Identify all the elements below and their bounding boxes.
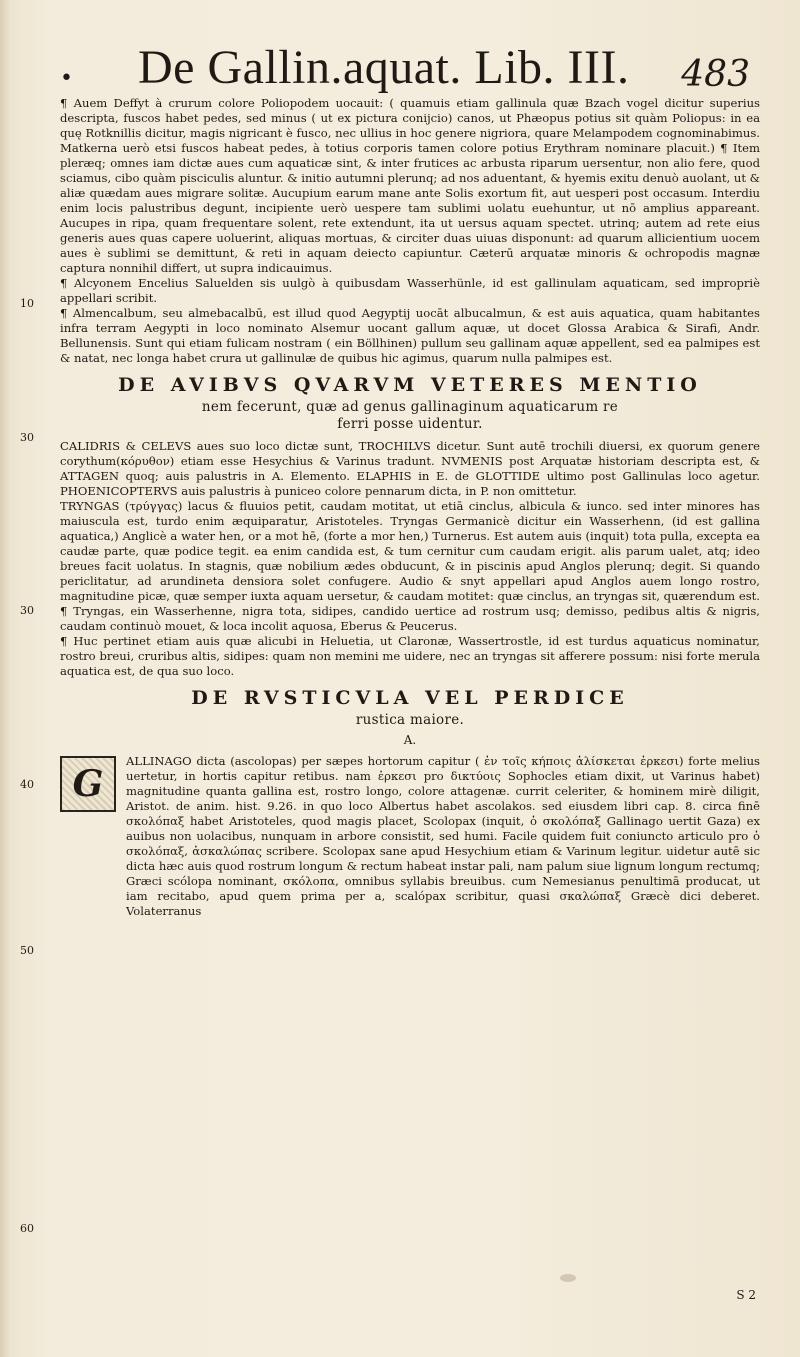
line-number: 30 — [20, 431, 34, 444]
gutter-shadow — [0, 0, 10, 1357]
paragraph: ALLINAGO dicta (ascolopas) per sæpes hortorum capitur ( ἐν τοῖς κήποις ἁλίσκεται ἐρκεσι) forte melius uertetur, in hortis capitur retibus. nam ἐρκεσι pro δικτύοις Sophocles etiam dixit, ut Varinus habet) magnitudine quanta gallina est, rostro longo, colore attagenæ. currit celeriter, & hominem mirè diligit, Aristot. de anim. hist. 9.26. in quo loco Albertus habet ascolakos. sed eiusdem libri cap. 8. circa finē σκολόπαξ habet Aristoteles, quod magis placet, Scolopax (inquit, ὁ σκολόπαξ Gallinago uertit Gaza) ex auibus non uolacibus, nunquam in arbore consistit, sed humi. Facile quidem fuit coniuncto articulo pro ὁ σκολόπαξ, ἀσκαλώπας scribere. Scolopax sane apud Hesychium etiam & Varinum legitur. uidetur autē sic dicta hæc auis quod rostrum longum & rectum habeat instar pali, nam palum siue lignum longum rectumq; Græci scólopa nominant, σκόλοπα, omnibus syllabis breuibus. cum Nemesianus penultimā producat, ut iam recitabo, apud quem prima per a, scalópax scribitur, quasi σκαλώπαξ Græcè dici deberet. Volaterranus — [126, 754, 760, 918]
paragraph: ¶ Auem Deffyt à crurum colore Poliopodem uocauit: ( quamuis etiam gallinula quæ Bzach vogel dicitur superius descripta, fuscos habet pedes, sed minus ( ut ex pictura conijcio) canos, ut Phæopus potius sit quàm Poliopus: in ea quę Rotknillis dicitur, magis nigricant è fusco, nec ullius in hoc genere nigriora, quare Melampodem cognominabimus. Matkerna uerò etsi fuscos habeat pedes, à totius corporis tamen colore potius Erythram nominare placuit.) ¶ Item pleræq; omnes iam dictæ aues cum aquaticæ sint, & inter frutices ac arbusta riparum uersentur, non alio fere, quod sciamus, cibo quàm pisciculis aluntur. & initio autumni plerunq; ad nos aduentant, & hyemis exitu denuò auolant, ut & aliæ quædam aues migrare solitæ. Aucupium earum mane ante Solis exortum fit, aut uesperi post occasum. Interdiu enim locis palustribus degunt, incipiente uerò uespere tam sublimi uolatu euehuntur, ut nō amplius appareant. Aucupes in ripa, quam frequentare solent, rete extendunt, ita ut uersus aquam spectet. utrinq; autem ad rete eius generis aues quas capere uoluerint, aliquas mortuas, & circiter duas uiuas disponunt: ad quarum allicientium uocem aues è sublimi se demittunt, & reti in aquam deiecto capiuntur. Cæterū arquatæ minoris & ochropodis magnæ captura nonnihil differt, ut supra indicauimus. — [60, 96, 760, 275]
line-number: 50 — [20, 944, 34, 957]
decorated-initial — [60, 756, 116, 812]
section-subheading: nem fecerunt, quæ ad genus gallinaginum aquaticarum re — [201, 399, 619, 415]
section-label: A. — [403, 733, 417, 747]
paragraph: CALIDRIS & CELEVS aues suo loco dictæ sunt, TROCHILVS dicetur. Sunt autē trochili diuersi, ex quorum genere corythum(κόρυθον) etiam esse Hesychius & Varinus tradunt. NVMENIS post Arquatæ historiam descripta est, & ATTAGEN quoq; auis palustris in A. Elemento. ELAPHIS in E. de GLOTTIDE ultimo post Gallinulas loco agetur. PHOENICOPTERVS auis palustris à puniceo colore pennarum dicta, in P. non omittetur. — [60, 439, 760, 498]
section-subheading: rustica maiore. — [355, 712, 465, 728]
section-heading: DE RVSTICVLA VEL PERDICE — [191, 687, 629, 709]
paragraph: TRYNGAS (τρύγγας) lacus & fluuios petit, caudam motitat, ut etiā cinclus, albicula & iunco. sed inter minores has maiuscula est, turdo enim æquiparatur, Aristoteles. Tryngas Germanicè dicitur ein Wasserhenn, (id est gallina aquatica,) Anglicè a water hen, or a mot hē, (forte a mor hen,) Turnerus. Est autem auis (inquit) tota pulla, excepta ea caudæ parte, quæ podice tegit. ea enim candida est, & tum cernitur cum caudam erigit. alis parum ualet, atq; ideo breues facit uolatus. In stagnis, quæ nobilium ædes obducunt, & in piscinis apud Anglos plerunq; degit. Si quando periclitatur, ad arundineta densiora solet confugere. Audio & snyt appellari apud Anglos auem longo rostro, magnitudine picæ, quæ semper iuxta aquam uersetur, & caudam motitet: quæ cinclus, an tryngas sit, quærendum est. ¶ Tryngas, ein Wasserhenne, nigra tota, sidipes, candido uertice ad rostrum usq; demisso, pedibus altis & nigris, caudam continuò mouet, & loca incolit aquosa, Eberus & Peucerus. — [60, 499, 760, 633]
paragraph: ¶ Almencalbum, seu almebacalbū, est illud quod Aegyptij uocāt albucalmun, & est auis aquatica, quam habitantes infra terram Aegypti in loco nominato Alsemur uocant gallum aquæ, ut docet Glossa Arabica & Sirafi, Andr. Bellunensis. Sunt qui etiam fulicam nostram ( ein Böllhinen) pullum seu gallinam aquæ appellent, sed ea palmipes est & natat, nec longa habet crura ut gallinulæ de quibus hic agimus, quarum nulla palmipes est. — [60, 306, 760, 365]
ink-smudge — [560, 1274, 576, 1282]
page-title: De Gallin.aquat. Lib. III. — [138, 41, 630, 94]
section-heading: DE AVIBVS QVARVM VETERES MENTIO — [118, 374, 702, 396]
initial-letter: G — [72, 762, 104, 805]
section-subheading: ferri posse uidentur. — [337, 416, 483, 432]
line-number: 30 — [20, 604, 34, 617]
catchword: S 2 — [736, 1288, 756, 1302]
line-number: 10 — [20, 297, 34, 310]
paragraph: ¶ Huc pertinet etiam auis quæ alicubi in Heluetia, ut Claronæ, Wassertrostle, id est turdus aquaticus nominatur, rostro breui, cruribus altis, sidipes: quam non memini me uidere, nec an tryngas sit afferere possum: nisi forte merula aquatica est, de qua suo loco. — [60, 634, 760, 678]
line-number: 40 — [20, 778, 34, 791]
line-number: 60 — [20, 1222, 34, 1235]
folio-number: 483 — [681, 54, 750, 95]
paragraph: ¶ Alcyonem Encelius Saluelden sis uulgò à quibusdam Wasserhünle, id est gallinulam aquaticam, sed impropriè appellari scribit. — [60, 276, 760, 305]
running-header — [60, 40, 760, 104]
main-text-column — [60, 96, 760, 919]
paragraph-with-initial — [60, 754, 760, 919]
header-bullet: • — [60, 66, 73, 91]
